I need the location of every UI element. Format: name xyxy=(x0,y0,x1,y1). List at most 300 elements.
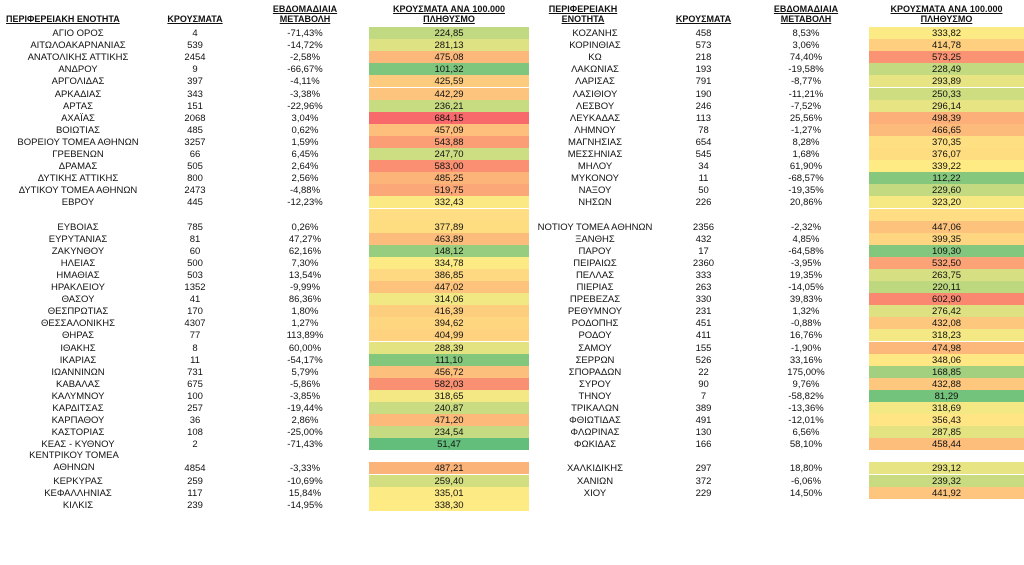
table-row xyxy=(0,342,1024,354)
weekly-change-value: 33,16% xyxy=(789,354,823,366)
table-row xyxy=(0,88,1024,100)
weekly-change-value: -64,58% xyxy=(788,245,824,257)
cases-value: 8 xyxy=(192,342,198,354)
table-row xyxy=(0,39,1024,51)
region-name: ΑΡΓΟΛΙΔΑΣ xyxy=(51,76,105,88)
cases-value: 60 xyxy=(189,245,201,257)
weekly-change-value: 47,27% xyxy=(288,233,322,245)
weekly-change-value xyxy=(262,209,348,221)
cases-value: 785 xyxy=(187,221,203,233)
table-row xyxy=(0,354,1024,366)
rate-cell: 339,22 xyxy=(869,160,1024,172)
weekly-change-value: -8,77% xyxy=(790,76,822,88)
region-name: ΠΕΛΛΑΣ xyxy=(575,269,615,281)
cases-value: 333 xyxy=(695,269,712,281)
rate-cell: 240,87 xyxy=(369,402,529,414)
cases-value: 372 xyxy=(695,475,712,487)
weekly-change-value: -12,23% xyxy=(287,197,323,209)
region-name: ΚΟΡΙΝΘΙΑΣ xyxy=(569,40,621,52)
cases-value: 226 xyxy=(695,197,712,209)
weekly-change-value: 86,36% xyxy=(288,294,322,306)
region-name: ΝΟΤΙΟΥ ΤΟΜΕΑ ΑΘΗΝΩΝ xyxy=(537,221,653,233)
weekly-change-value: 2,64% xyxy=(291,161,319,173)
rate-cell: 338,30 xyxy=(369,499,529,511)
cases-value: 654 xyxy=(695,136,712,148)
cases-value: 4307 xyxy=(184,318,206,330)
rate-cell: 228,49 xyxy=(869,63,1024,75)
region-name: ΡΟΔΟΠΗΣ xyxy=(571,318,619,330)
region-name: ΧΑΛΚΙΔΙΚΗΣ xyxy=(566,463,624,475)
rate-cell: 259,40 xyxy=(369,475,529,487)
region-name: ΑΓΙΟ ΟΡΟΣ xyxy=(52,28,104,40)
rate-cell: 485,25 xyxy=(369,172,529,184)
region-name: ΚΕΦΑΛΛΗΝΙΑΣ xyxy=(44,487,112,499)
cases-value: 411 xyxy=(695,330,712,342)
region-name: ΕΒΡΟΥ xyxy=(61,197,95,209)
cases-value: 4 xyxy=(192,28,198,40)
region-name: ΒΟΡΕΙΟΥ ΤΟΜΕΑ ΑΘΗΝΩΝ xyxy=(17,136,139,148)
rate-cell: 414,78 xyxy=(869,39,1024,51)
region-name: ΚΕΝΤΡΙΚΟΥ ΤΟΜΕΑ ΑΘΗΝΩΝ xyxy=(29,450,119,474)
rate-cell: 356,43 xyxy=(869,414,1024,426)
rate-cell: 582,03 xyxy=(369,378,529,390)
region-name: ΘΕΣΠΡΩΤΙΑΣ xyxy=(47,306,109,318)
region-name: ΙΘΑΚΗΣ xyxy=(60,342,96,354)
cases-value: 77 xyxy=(189,330,201,342)
cases-value: 66 xyxy=(189,149,201,161)
region-name: ΚΩ xyxy=(588,52,602,64)
cases-value: 36 xyxy=(189,415,201,427)
cases-value: 170 xyxy=(187,306,203,318)
rate-cell: 101,32 xyxy=(369,63,529,75)
rate-cell: 51,47 xyxy=(369,438,529,450)
weekly-change-value: 58,10% xyxy=(789,439,823,451)
weekly-change-value: 1,68% xyxy=(792,149,820,161)
header-region-left: ΠΕΡΙΦΕΡΕΙΑΚΗ ΕΝΟΤΗΤΑ xyxy=(6,14,120,24)
rate-cell: 234,54 xyxy=(369,426,529,438)
cases-value: 263 xyxy=(695,282,712,294)
rate-cell: 111,10 xyxy=(369,354,529,366)
weekly-change-value: -3,85% xyxy=(289,390,321,402)
table-row xyxy=(0,257,1024,269)
weekly-change-value: -2,58% xyxy=(289,52,321,64)
cases-value: 100 xyxy=(187,390,203,402)
weekly-change-value: -0,88% xyxy=(790,318,822,330)
weekly-change-value: -7,52% xyxy=(790,100,822,112)
weekly-change-value: 5,79% xyxy=(291,366,319,378)
table-row xyxy=(0,305,1024,317)
region-name: ΑΙΤΩΛΟΑΚΑΡΝΑΝΙΑΣ xyxy=(30,40,126,52)
rate-cell: 296,14 xyxy=(869,100,1024,112)
cases-value: 451 xyxy=(695,318,712,330)
region-name: ΕΥΒΟΙΑΣ xyxy=(57,221,99,233)
region-name: ΠΑΡΟΥ xyxy=(578,245,612,257)
weekly-change-value: 0,26% xyxy=(291,221,319,233)
cases-value: 113 xyxy=(695,112,712,124)
table-row xyxy=(0,366,1024,378)
rate-cell: 442,29 xyxy=(369,88,529,100)
rate-cell: 332,43 xyxy=(369,196,529,208)
weekly-change-value: -10,69% xyxy=(287,475,323,487)
header-region-right: ΠΕΡΙΦΕΡΕΙΑΚΗ ΕΝΟΤΗΤΑ xyxy=(548,4,618,24)
rate-cell: 457,09 xyxy=(369,124,529,136)
rate-cell: 404,99 xyxy=(369,329,529,341)
table-row xyxy=(0,438,1024,450)
cases-value: 445 xyxy=(187,197,203,209)
rate-cell: 456,72 xyxy=(369,366,529,378)
cases-value: 78 xyxy=(698,124,709,136)
weekly-change-value: 6,56% xyxy=(792,427,820,439)
region-name: ΡΕΘΥΜΝΟΥ xyxy=(567,306,623,318)
cases-value: 239 xyxy=(187,499,203,511)
cases-value: 539 xyxy=(187,40,203,52)
cases-value: 3257 xyxy=(184,136,206,148)
region-name: ΝΑΞΟΥ xyxy=(578,185,612,197)
rate-cell: 370,35 xyxy=(869,136,1024,148)
cases-value: 675 xyxy=(187,378,203,390)
region-name: ΘΕΣΣΑΛΟΝΙΚΗΣ xyxy=(41,318,115,330)
rate-cell: 519,75 xyxy=(369,184,529,196)
region-name: ΗΡΑΚΛΕΙΟΥ xyxy=(51,282,105,294)
cases-value: 505 xyxy=(187,161,203,173)
region-name: ΚΑΡΔΙΤΣΑΣ xyxy=(52,403,104,415)
region-name: ΞΑΝΘΗΣ xyxy=(575,233,615,245)
cases-value: 218 xyxy=(695,52,712,64)
region-name: ΣΑΜΟΥ xyxy=(578,342,612,354)
cases-value: 330 xyxy=(695,294,712,306)
weekly-change-value: 16,76% xyxy=(789,330,823,342)
table-row xyxy=(0,75,1024,87)
cases-value: 11 xyxy=(698,173,709,185)
cases-value: 166 xyxy=(695,439,712,451)
weekly-change-value: -1,90% xyxy=(790,342,822,354)
weekly-change-value: -19,35% xyxy=(788,185,824,197)
table-row xyxy=(0,63,1024,75)
region-name: ΜΕΣΣΗΝΙΑΣ xyxy=(567,149,623,161)
cases-value: 397 xyxy=(187,76,203,88)
region-name: ΖΑΚΥΝΘΟΥ xyxy=(51,245,105,257)
cases-value: 4854 xyxy=(184,463,206,475)
cases-value: 731 xyxy=(187,366,203,378)
table-row xyxy=(0,245,1024,257)
weekly-change-value: 62,16% xyxy=(288,245,322,257)
weekly-change-value: -11,21% xyxy=(788,88,824,100)
rate-cell: 224,85 xyxy=(369,27,529,39)
weekly-change-value: -13,36% xyxy=(788,403,824,415)
table-row xyxy=(0,450,1024,475)
cases-value: 41 xyxy=(189,294,201,306)
weekly-change-value: -3,95% xyxy=(790,257,822,269)
rate-cell: 474,98 xyxy=(869,342,1024,354)
rate-cell: 112,22 xyxy=(869,172,1024,184)
weekly-change-value xyxy=(762,209,850,221)
rate-cell: 458,44 xyxy=(869,438,1024,450)
weekly-change-value: -14,05% xyxy=(788,282,824,294)
region-name: ΛΗΜΝΟΥ xyxy=(574,124,616,136)
region-name: ΙΩΑΝΝΙΝΩΝ xyxy=(51,366,105,378)
rate-cell: 318,23 xyxy=(869,329,1024,341)
cases-value xyxy=(666,209,741,221)
weekly-change-value: 2,86% xyxy=(291,415,319,427)
table-row xyxy=(0,426,1024,438)
weekly-change-value: -25,00% xyxy=(287,427,323,439)
table-row xyxy=(0,160,1024,172)
region-name: ΑΝΑΤΟΛΙΚΗΣ ΑΤΤΙΚΗΣ xyxy=(27,52,129,64)
rate-cell: 239,32 xyxy=(869,475,1024,487)
region-name: ΦΛΩΡΙΝΑΣ xyxy=(570,427,620,439)
region-name: ΝΗΣΩΝ xyxy=(578,197,612,209)
region-name: ΘΗΡΑΣ xyxy=(61,330,95,342)
rate-cell: 399,35 xyxy=(869,233,1024,245)
weekly-change-value: -71,43% xyxy=(287,439,323,451)
weekly-change-value: 18,80% xyxy=(789,463,823,475)
cases-value: 2473 xyxy=(184,185,206,197)
cases-value: 2 xyxy=(192,439,198,451)
weekly-change-value: 20,86% xyxy=(789,197,823,209)
weekly-change-value: 0,62% xyxy=(291,124,319,136)
cases-value: 17 xyxy=(698,245,709,257)
table-row xyxy=(0,499,1024,511)
cases-value: 389 xyxy=(695,403,712,415)
table-row xyxy=(0,378,1024,390)
rate-cell: 168,85 xyxy=(869,366,1024,378)
rate-cell: 333,82 xyxy=(869,27,1024,39)
weekly-change-value: -5,86% xyxy=(289,378,321,390)
table-row xyxy=(0,184,1024,196)
weekly-change-value: 113,89% xyxy=(286,330,324,342)
weekly-change-value: 60,00% xyxy=(288,342,322,354)
table-row xyxy=(0,233,1024,245)
region-name: ΣΠΟΡΑΔΩΝ xyxy=(568,366,622,378)
region-name: ΛΑΚΩΝΙΑΣ xyxy=(571,64,619,76)
rate-cell: 573,25 xyxy=(869,51,1024,63)
region-name: ΠΕΙΡΑΙΩΣ xyxy=(573,257,617,269)
region-name: ΧΙΟΥ xyxy=(583,487,607,499)
cases-value: 193 xyxy=(695,64,712,76)
weekly-change-value: 61,90% xyxy=(789,161,823,173)
region-name: ΜΑΓΝΗΣΙΑΣ xyxy=(568,136,622,148)
rate-cell: 684,15 xyxy=(369,112,529,124)
rate-cell: 276,42 xyxy=(869,305,1024,317)
table-row xyxy=(0,196,1024,208)
cases-value: 2356 xyxy=(692,221,715,233)
cases-value: 155 xyxy=(695,342,712,354)
weekly-change-value: -4,88% xyxy=(289,185,321,197)
weekly-change-value: 3,06% xyxy=(792,40,820,52)
region-name: ΗΛΕΙΑΣ xyxy=(60,257,96,269)
weekly-change-value: 13,54% xyxy=(288,269,322,281)
cases-value: 2068 xyxy=(184,112,206,124)
table-row xyxy=(0,27,1024,39)
rate-cell: 532,50 xyxy=(869,257,1024,269)
header-cases-left: ΚΡΟΥΣΜΑΤΑ xyxy=(167,14,223,24)
rate-cell: 498,39 xyxy=(869,112,1024,124)
rate-cell xyxy=(869,209,1024,221)
rate-cell: 236,21 xyxy=(369,100,529,112)
rate-cell: 466,65 xyxy=(869,124,1024,136)
region-name: ΑΧΑΪΑΣ xyxy=(61,112,95,124)
rate-cell: 441,92 xyxy=(869,487,1024,499)
weekly-change-value: -3,33% xyxy=(289,463,321,475)
cases-value: 259 xyxy=(187,475,203,487)
region-name: ΛΑΡΙΣΑΣ xyxy=(575,76,615,88)
weekly-change-value: -19,58% xyxy=(788,64,824,76)
rate-cell: 471,20 xyxy=(369,414,529,426)
rate-cell: 376,07 xyxy=(869,148,1024,160)
region-name: ΔΥΤΙΚΟΥ ΤΟΜΕΑ ΑΘΗΝΩΝ xyxy=(18,185,138,197)
rate-cell: 109,30 xyxy=(869,245,1024,257)
region-name: ΦΩΚΙΔΑΣ xyxy=(573,439,617,451)
weekly-change-value: 6,45% xyxy=(291,149,319,161)
rate-cell: 348,06 xyxy=(869,354,1024,366)
region-name: ΠΙΕΡΙΑΣ xyxy=(576,282,614,294)
cases-value: 791 xyxy=(695,76,712,88)
cases-value: 485 xyxy=(187,124,203,136)
region-name: ΑΡΤΑΣ xyxy=(63,100,93,112)
region-name: ΡΟΔΟΥ xyxy=(578,330,612,342)
table-row xyxy=(0,402,1024,414)
cases-value: 90 xyxy=(698,378,709,390)
rate-cell: 377,89 xyxy=(369,221,529,233)
weekly-change-value: -14,95% xyxy=(287,499,323,511)
table-row xyxy=(0,329,1024,341)
region-name: ΚΕΑΣ - ΚΥΘΝΟΥ xyxy=(41,439,115,451)
region-name: ΚΟΖΑΝΗΣ xyxy=(572,28,618,40)
region-name: ΚΑΒΑΛΑΣ xyxy=(56,378,100,390)
cases-value: 50 xyxy=(698,185,709,197)
region-name: ΤΡΙΚΑΛΩΝ xyxy=(571,403,619,415)
weekly-change-value: 19,35% xyxy=(789,269,823,281)
rate-cell: 287,85 xyxy=(869,426,1024,438)
table-row xyxy=(0,487,1024,499)
region-name: ΕΥΡΥΤΑΝΙΑΣ xyxy=(48,233,108,245)
cases-value: 257 xyxy=(187,403,203,415)
weekly-change-value: -9,99% xyxy=(289,282,321,294)
rate-cell: 81,29 xyxy=(869,390,1024,402)
rate-cell: 386,85 xyxy=(369,269,529,281)
rate-cell: 288,39 xyxy=(369,342,529,354)
table-row xyxy=(0,172,1024,184)
rate-cell: 602,90 xyxy=(869,293,1024,305)
header-cases-right: ΚΡΟΥΣΜΑΤΑ xyxy=(675,14,732,24)
weekly-change-value: -19,44% xyxy=(287,403,323,415)
rate-cell: 447,02 xyxy=(369,281,529,293)
rate-cell: 323,20 xyxy=(869,196,1024,208)
cases-value: 500 xyxy=(187,257,203,269)
rate-cell: 475,08 xyxy=(369,51,529,63)
weekly-change-value: 15,84% xyxy=(288,487,322,499)
cases-value: 526 xyxy=(695,354,712,366)
rate-cell: 432,88 xyxy=(869,378,1024,390)
cases-value: 9 xyxy=(192,64,198,76)
region-name: ΜΥΚΟΝΟΥ xyxy=(571,173,619,185)
rate-cell: 394,62 xyxy=(369,317,529,329)
cases-value: 34 xyxy=(698,161,709,173)
weekly-change-value: 1,80% xyxy=(291,306,319,318)
rate-cell: 281,13 xyxy=(369,39,529,51)
rate-cell: 447,06 xyxy=(869,221,1024,233)
weekly-change-value: 4,85% xyxy=(792,233,820,245)
region-name: ΙΚΑΡΙΑΣ xyxy=(59,354,97,366)
table-row xyxy=(0,293,1024,305)
region-name: ΚΕΡΚΥΡΑΣ xyxy=(53,475,103,487)
weekly-change-value: 175,00% xyxy=(787,366,825,378)
region-name: ΔΡΑΜΑΣ xyxy=(58,161,98,173)
weekly-change-value: -1,27% xyxy=(790,124,822,136)
cases-value: 117 xyxy=(187,487,203,499)
cases-value: 7 xyxy=(700,390,707,402)
rate-cell: 335,01 xyxy=(369,487,529,499)
cases-value: 800 xyxy=(187,173,203,185)
cases-value: 432 xyxy=(695,233,712,245)
weekly-change-value: 39,83% xyxy=(789,294,823,306)
rate-cell: 583,00 xyxy=(369,160,529,172)
cases-value: 151 xyxy=(187,100,203,112)
region-name: ΜΗΛΟΥ xyxy=(577,161,613,173)
rate-cell xyxy=(369,209,529,221)
rate-cell: 318,65 xyxy=(369,390,529,402)
region-name: ΚΑΛΥΜΝΟΥ xyxy=(51,390,105,402)
weekly-change-value: 25,56% xyxy=(789,112,823,124)
cases-value: 2454 xyxy=(184,52,206,64)
cases-value: 2360 xyxy=(692,257,715,269)
region-name: ΛΕΣΒΟΥ xyxy=(575,100,615,112)
weekly-change-value: -4,11% xyxy=(290,76,320,88)
region-name: ΘΑΣΟΥ xyxy=(61,294,95,306)
region-name: ΛΑΣΙΘΙΟΥ xyxy=(572,88,618,100)
cases-value: 229 xyxy=(695,487,712,499)
cases-value: 231 xyxy=(695,306,712,318)
region-name: ΣΕΡΡΩΝ xyxy=(575,354,615,366)
region-name: ΧΑΝΙΩΝ xyxy=(576,475,614,487)
weekly-change-value: 1,32% xyxy=(792,306,820,318)
region-name: ΒΟΙΩΤΙΑΣ xyxy=(55,124,101,136)
weekly-change-value: -2,32% xyxy=(790,221,822,233)
weekly-change-value: -71,43% xyxy=(287,28,323,40)
region-name: ΑΝΔΡΟΥ xyxy=(58,64,98,76)
region-name xyxy=(535,209,655,221)
table-row xyxy=(0,414,1024,426)
weekly-change-value: 8,53% xyxy=(792,28,820,40)
rate-cell: 432,08 xyxy=(869,317,1024,329)
region-name: ΓΡΕΒΕΝΩΝ xyxy=(52,149,104,161)
table-row xyxy=(0,281,1024,293)
cases-value: 190 xyxy=(695,88,712,100)
cases-value: 297 xyxy=(695,463,712,475)
rate-cell: 487,21 xyxy=(369,462,529,474)
cases-value: 108 xyxy=(187,427,203,439)
weekly-change-value: -68,57% xyxy=(788,173,824,185)
header-weekly-change-left: ΕΒΔΟΜΑΔΙΑΙΑ ΜΕΤΑΒΟΛΗ xyxy=(272,4,338,24)
weekly-change-value: 1,59% xyxy=(291,136,319,148)
table-row xyxy=(0,136,1024,148)
cases-value: 573 xyxy=(695,40,712,52)
table-row xyxy=(0,221,1024,233)
rate-cell: 334,78 xyxy=(369,257,529,269)
weekly-change-value: 74,40% xyxy=(789,52,823,64)
region-name: ΦΘΙΩΤΙΔΑΣ xyxy=(569,415,621,427)
weekly-change-value: 14,50% xyxy=(789,487,823,499)
weekly-change-value: 8,28% xyxy=(792,136,820,148)
cases-value xyxy=(160,209,230,221)
rate-cell: 293,12 xyxy=(869,462,1024,474)
region-name: ΣΥΡΟΥ xyxy=(579,378,611,390)
cases-value: 1352 xyxy=(184,282,206,294)
cases-value: 11 xyxy=(190,354,200,366)
rate-cell: 293,89 xyxy=(869,75,1024,87)
table-row xyxy=(0,124,1024,136)
table-row xyxy=(0,112,1024,124)
